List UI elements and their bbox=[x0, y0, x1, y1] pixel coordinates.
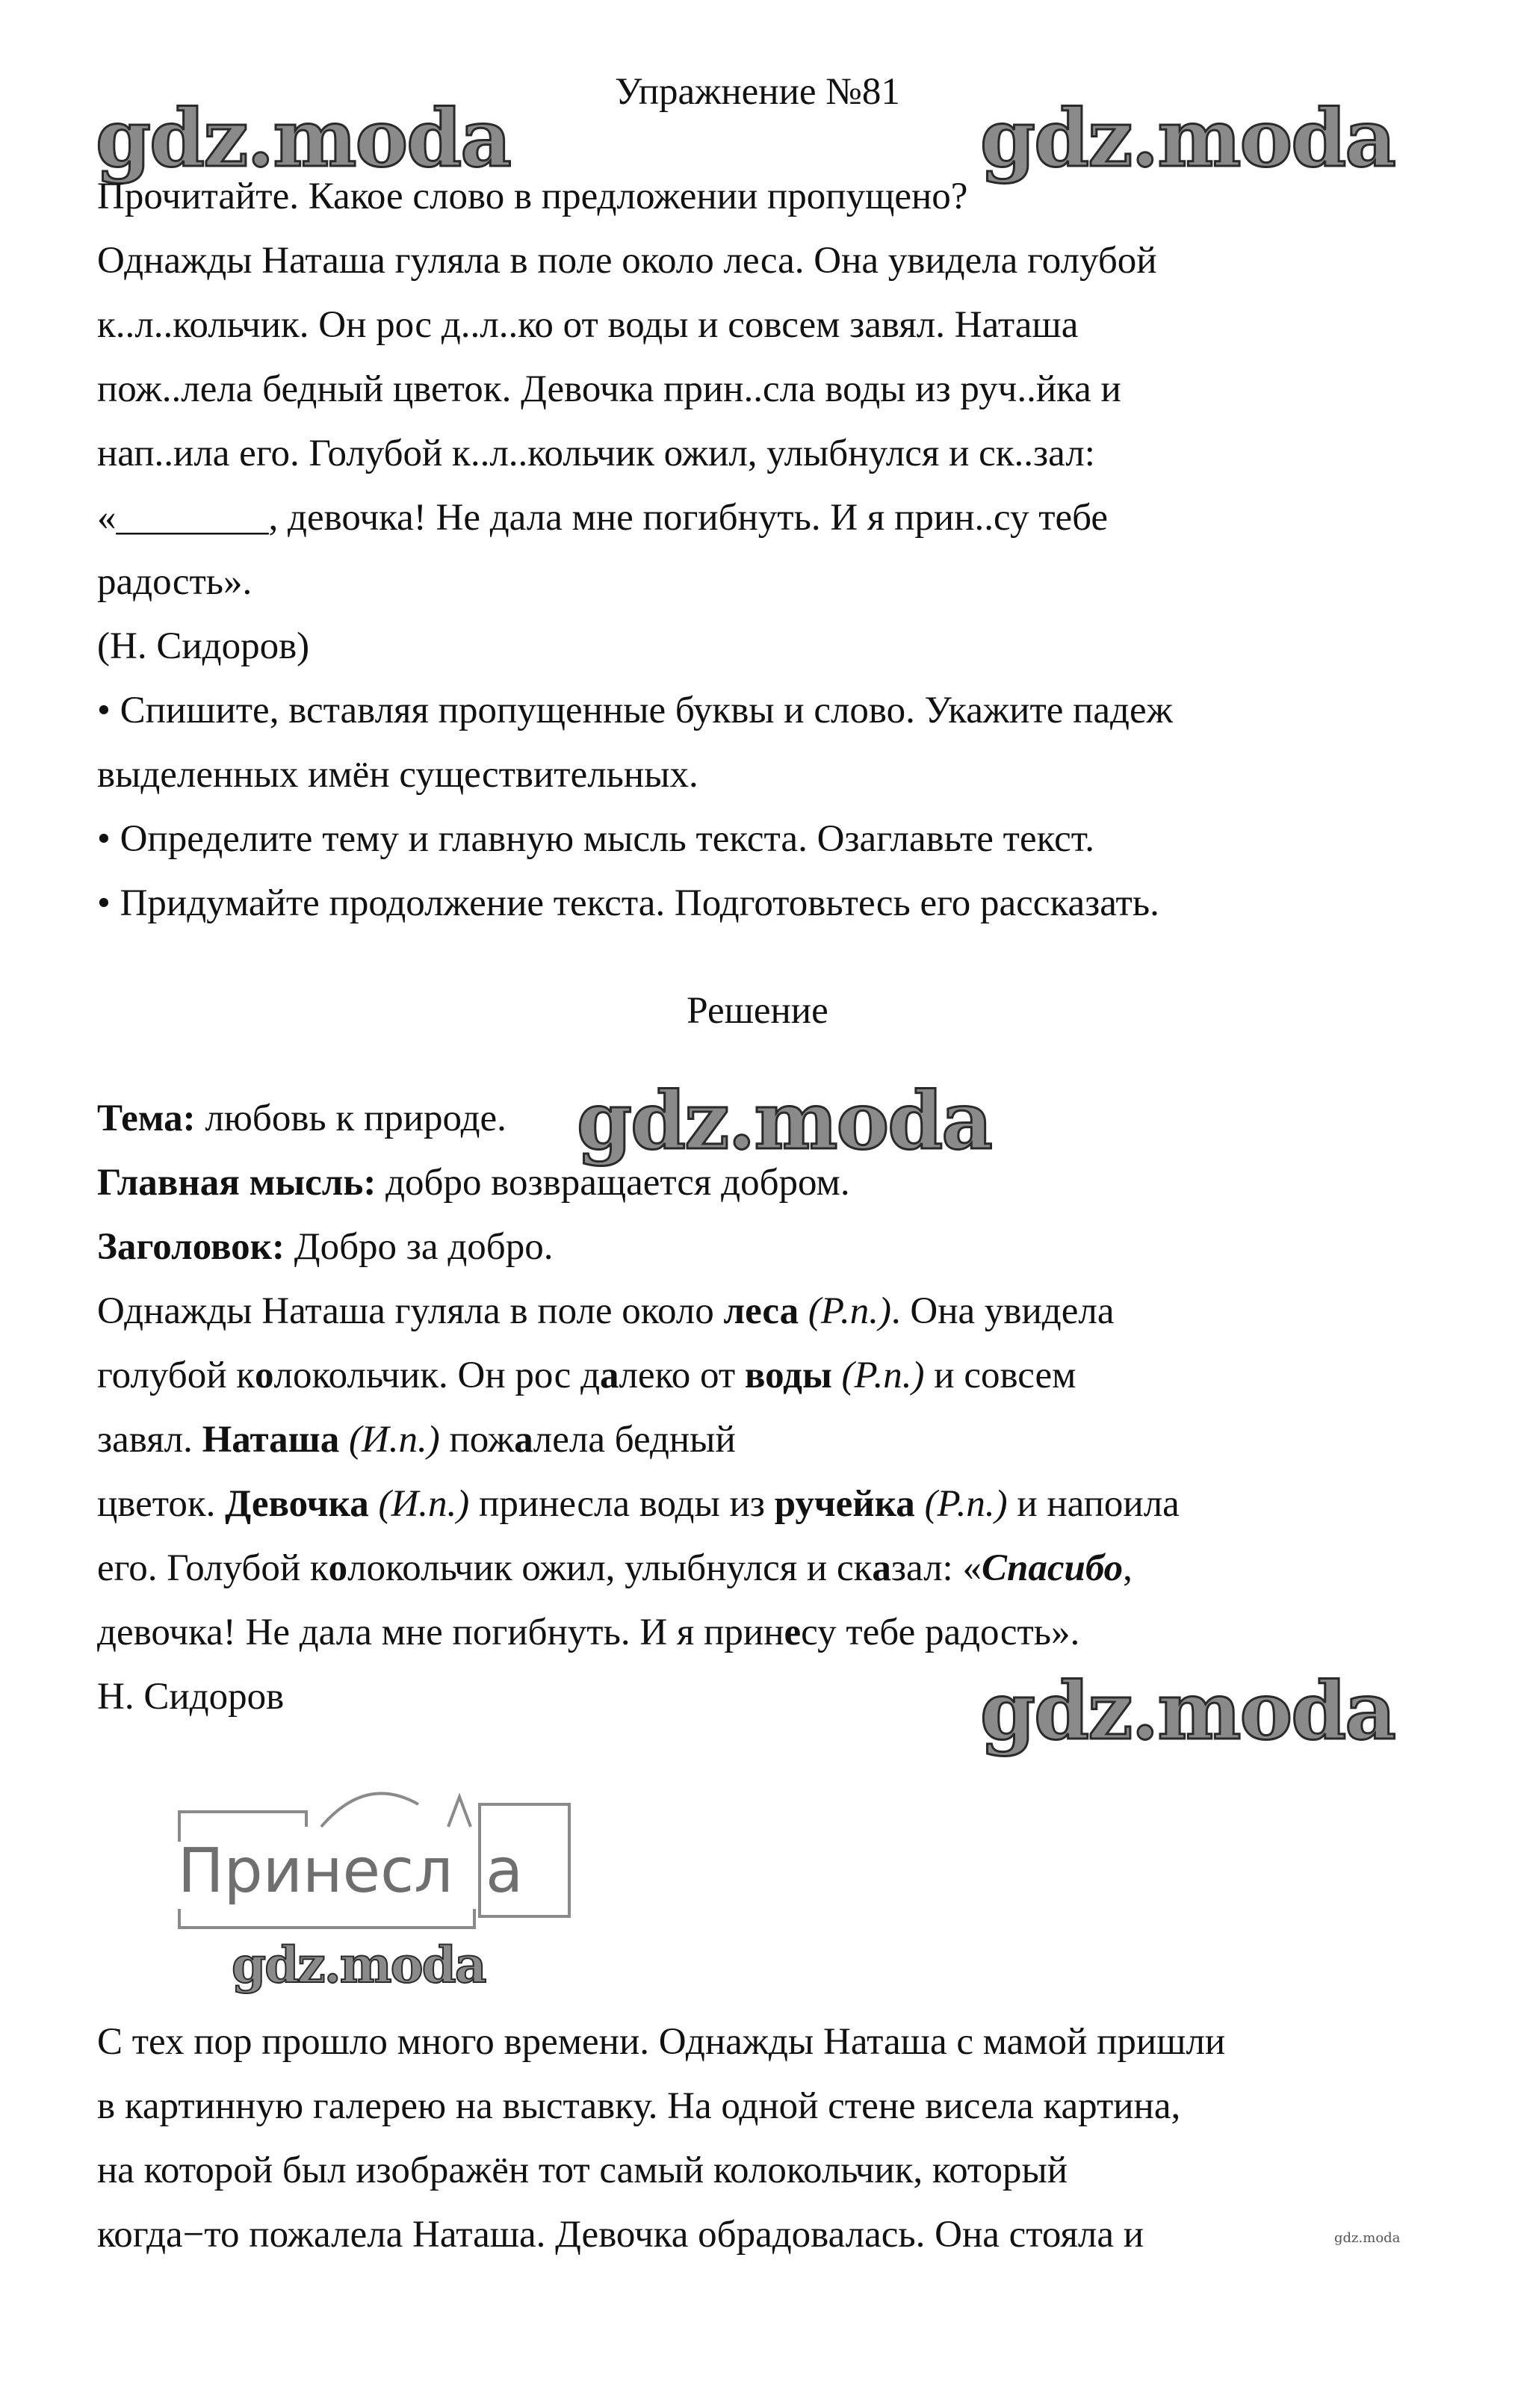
text-run: пож bbox=[439, 1419, 515, 1461]
text-run: лела бедный bbox=[533, 1419, 736, 1461]
watermark-logo: gdz.moda bbox=[577, 1074, 991, 1167]
bold-noun: Девочка bbox=[225, 1483, 369, 1525]
inserted-letter: о bbox=[255, 1355, 274, 1396]
case-note: (Р.п.) bbox=[799, 1290, 891, 1332]
morpheme-diagram bbox=[172, 1759, 590, 1954]
solution-text-line bbox=[97, 1545, 1133, 1591]
text-run: , bbox=[1123, 1547, 1133, 1589]
text-run: . Она увидела bbox=[890, 1290, 1115, 1332]
text-run: зал: « bbox=[890, 1547, 982, 1589]
solution-theme bbox=[97, 1095, 506, 1142]
bold-noun: Наташа bbox=[202, 1419, 340, 1461]
exercise-task: • Придумайте продолжение текста. Подготовьтесь его рассказать. bbox=[97, 882, 1159, 924]
idea-value: добро возвращается добром. bbox=[376, 1162, 850, 1204]
text-run: локольчик. Он рос д bbox=[273, 1355, 601, 1396]
exercise-text-line: Однажды Наташа гуляла в поле около леса. Она увидела голубой bbox=[97, 240, 1157, 282]
exercise-prompt: Прочитайте. Какое слово в предложении пропущено? bbox=[97, 176, 968, 217]
suffix-mark bbox=[448, 1797, 471, 1827]
bold-noun: воды bbox=[744, 1355, 832, 1396]
case-note: (И.п.) bbox=[339, 1419, 440, 1461]
text-run: его. Голубой к bbox=[97, 1547, 329, 1589]
text-run: завял. bbox=[97, 1419, 202, 1461]
inserted-letter: о bbox=[328, 1547, 348, 1589]
exercise-text-line: нап..ила его. Голубой к..л..кольчик ожил, улыбнулся и ск..зал: bbox=[97, 433, 1095, 474]
exercise-text-line: радость». bbox=[97, 561, 252, 603]
title-label: Заголовок: bbox=[97, 1226, 285, 1268]
solution-text-line bbox=[97, 1481, 1180, 1527]
title-value: Добро за добро. bbox=[285, 1226, 554, 1268]
exercise-text-line: к..л..кольчик. Он рос д..л..ко от воды и совсем завял. Наташа bbox=[97, 304, 1079, 346]
continuation-line: когда−то пожалела Наташа. Девочка обрадовалась. Она стояла и bbox=[97, 2214, 1144, 2256]
solution-text-line bbox=[97, 1609, 1079, 1656]
exercise-task: • Спишите, вставляя пропущенные буквы и слово. Укажите падеж bbox=[97, 690, 1173, 731]
watermark-logo: gdz.moda bbox=[980, 1664, 1395, 1757]
watermark-logo: gdz.moda bbox=[232, 1936, 486, 1994]
solution-text-line bbox=[97, 1417, 736, 1463]
text-run: и совсем bbox=[924, 1355, 1076, 1396]
text-run: и напоила bbox=[1007, 1483, 1180, 1525]
inserted-letter: а bbox=[514, 1419, 533, 1461]
text-run: су тебе радость». bbox=[801, 1612, 1080, 1653]
theme-value: любовь к природе. bbox=[195, 1098, 506, 1139]
continuation-line: на которой был изображён тот самый колокольчик, который bbox=[97, 2149, 1068, 2191]
bold-noun: леса bbox=[723, 1290, 799, 1332]
continuation-line: в картинную галерею на выставку. На одной стене висела картина, bbox=[97, 2085, 1181, 2127]
text-run: девочка! Не дала мне погибнуть. И я прин bbox=[97, 1612, 784, 1653]
exercise-task: выделенных имён существительных. bbox=[97, 754, 698, 796]
idea-label: Главная мысль: bbox=[97, 1162, 377, 1204]
text-run: голубой к bbox=[97, 1355, 255, 1396]
stem-mark bbox=[179, 1909, 474, 1928]
morpheme-word: Принесл bbox=[178, 1836, 453, 1907]
exercise-title: Упражнение №81 bbox=[615, 71, 900, 113]
bold-noun: ручейка bbox=[774, 1483, 915, 1525]
inserted-letter: е bbox=[784, 1612, 802, 1653]
solution-title bbox=[97, 1224, 553, 1270]
solution-author: Н. Сидоров bbox=[97, 1676, 285, 1718]
continuation-line: С тех пор прошло много времени. Однажды Наташа с мамой пришли bbox=[97, 2021, 1226, 2063]
watermark-logo: gdz.moda bbox=[1334, 2230, 1401, 2246]
exercise-author: (Н. Сидоров) bbox=[97, 625, 310, 667]
text-run: принесла воды из bbox=[469, 1483, 775, 1525]
solution-text-line bbox=[97, 1352, 1076, 1399]
theme-label: Тема: bbox=[97, 1098, 196, 1139]
watermark-logo: gdz.moda bbox=[980, 91, 1395, 185]
inserted-word: Спасибо bbox=[981, 1547, 1124, 1589]
text-run: локольчик ожил, улыбнулся и ск bbox=[347, 1547, 873, 1589]
case-note: (И.п.) bbox=[368, 1483, 470, 1525]
morpheme-ending: а bbox=[486, 1836, 524, 1907]
exercise-text-line: «________, девочка! Не дала мне погибнуть. И я прин..су тебе bbox=[97, 497, 1109, 539]
text-run: Однажды Наташа гуляла в поле около bbox=[97, 1290, 724, 1332]
inserted-letter: а bbox=[872, 1547, 891, 1589]
text-run: цветок. bbox=[97, 1483, 226, 1525]
watermark-logo: gdz.moda bbox=[96, 91, 510, 185]
text-run: леко от bbox=[619, 1355, 745, 1396]
inserted-letter: а bbox=[600, 1355, 619, 1396]
solution-text-line bbox=[97, 1288, 1114, 1334]
solution-heading: Решение bbox=[687, 990, 828, 1032]
exercise-text-line: пож..лела бедный цветок. Девочка прин..сла воды из руч..йка и bbox=[97, 368, 1121, 410]
case-note: (Р.п.) bbox=[914, 1483, 1008, 1525]
case-note: (Р.п.) bbox=[831, 1355, 925, 1396]
solution-main-idea bbox=[97, 1160, 850, 1206]
root-arc bbox=[321, 1793, 418, 1827]
exercise-task: • Определите тему и главную мысль текста. Озаглавьте текст. bbox=[97, 818, 1094, 860]
